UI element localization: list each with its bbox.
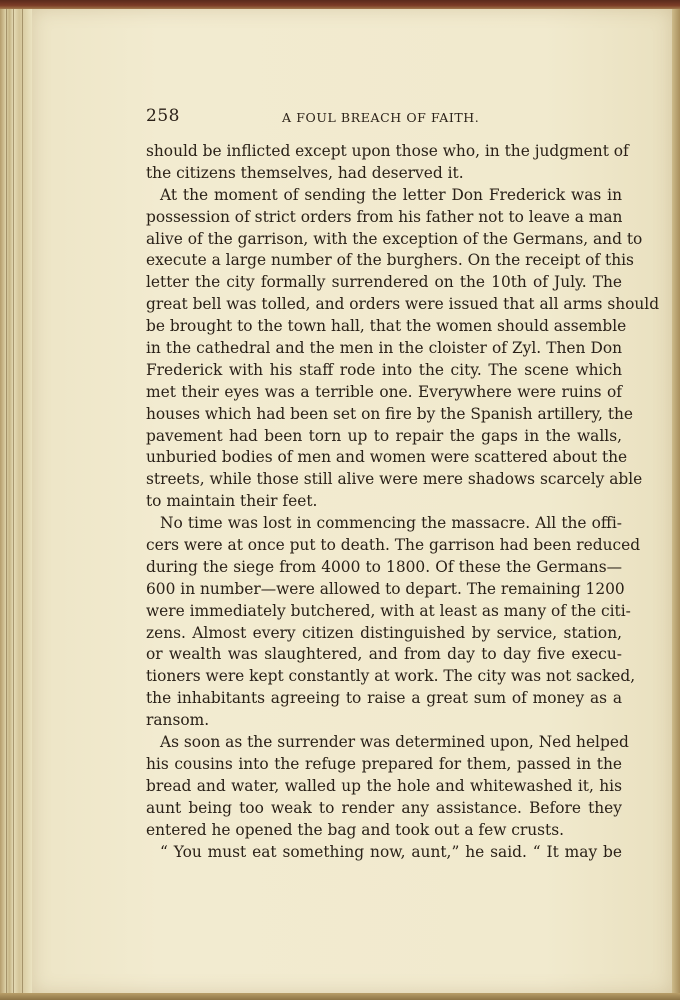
body-text xyxy=(146,141,660,863)
text-line: alive of the garrison, with the exception of the Germans, and to xyxy=(146,229,643,248)
text-line: his cousins into the refuge prepared for them, passed in the xyxy=(146,754,622,773)
text-line: entered he opened the bag and took out a few crusts. xyxy=(146,820,565,839)
text-line: should be inflicted except upon those who, in the judgment of xyxy=(146,142,629,160)
text-line: or wealth was slaughtered, and from day to day five execu- xyxy=(146,645,622,664)
text-line: cers were at once put to death. The garrison had been reduced xyxy=(146,536,641,555)
text-line: met their eyes was a terrible one. Everywhere were ruins of xyxy=(146,382,622,401)
text-line: the citizens themselves, had deserved it. xyxy=(146,163,464,182)
text-line: tioners were kept constantly at work. The city was not sacked, xyxy=(146,667,636,686)
text-line: great bell was tolled, and orders were issued that all arms should xyxy=(146,295,660,314)
text-line: to maintain their feet. xyxy=(146,492,318,511)
text-line: execute a large number of the burghers. On the receipt of this xyxy=(146,251,634,270)
text-line: possession of strict orders from his father not to leave a man xyxy=(146,207,623,226)
text-line: be brought to the town hall, that the women should assemble xyxy=(146,317,627,336)
running-head: A FOUL BREACH OF FAITH. xyxy=(282,110,480,125)
page-right-edge xyxy=(672,9,680,1000)
text-line: in the cathedral and the men in the cloister of Zyl. Then Don xyxy=(146,339,622,358)
text-line: were immediately butchered, with at least as many of the citi- xyxy=(146,601,631,620)
text-line: unburied bodies of men and women were scattered about the xyxy=(146,448,628,467)
text-line: bread and water, walled up the hole and whitewashed it, his xyxy=(146,776,622,795)
page-number: 258 xyxy=(146,106,180,126)
text-line: At the moment of sending the letter Don Frederick was in xyxy=(160,185,622,204)
book-gutter xyxy=(0,9,32,1000)
page-header xyxy=(146,106,622,130)
text-line: Frederick with his staff rode into the city. The scene which xyxy=(146,360,622,379)
text-line: As soon as the surrender was determined upon, Ned helped xyxy=(160,733,629,752)
text-line: aunt being too weak to render any assistance. Before they xyxy=(146,798,622,817)
text-line: zens. Almost every citizen distinguished by service, station, xyxy=(146,623,622,642)
text-line: pavement had been torn up to repair the gaps in the walls, xyxy=(146,426,622,445)
book-top-edge xyxy=(0,0,680,9)
text-line: 600 in number—were allowed to depart. The remaining 1200 xyxy=(146,579,625,598)
text-line: letter the city formally surrendered on the 10th of July. The xyxy=(146,273,622,292)
text-line: streets, while those still alive were mere shadows scarcely able xyxy=(146,470,643,489)
text-line: ransom. xyxy=(146,711,210,730)
text-line: houses which had been set on fire by the Spanish artillery, the xyxy=(146,404,634,423)
page-bottom-edge xyxy=(0,993,680,1000)
text-line: No time was lost in commencing the massacre. All the offi- xyxy=(160,514,622,533)
text-line: the inhabitants agreeing to raise a great sum of money as a xyxy=(146,689,622,708)
text-line: “ You must eat something now, aunt,” he said. “ It may be xyxy=(160,842,622,861)
text-line: during the siege from 4000 to 1800. Of these the Germans— xyxy=(146,557,622,576)
